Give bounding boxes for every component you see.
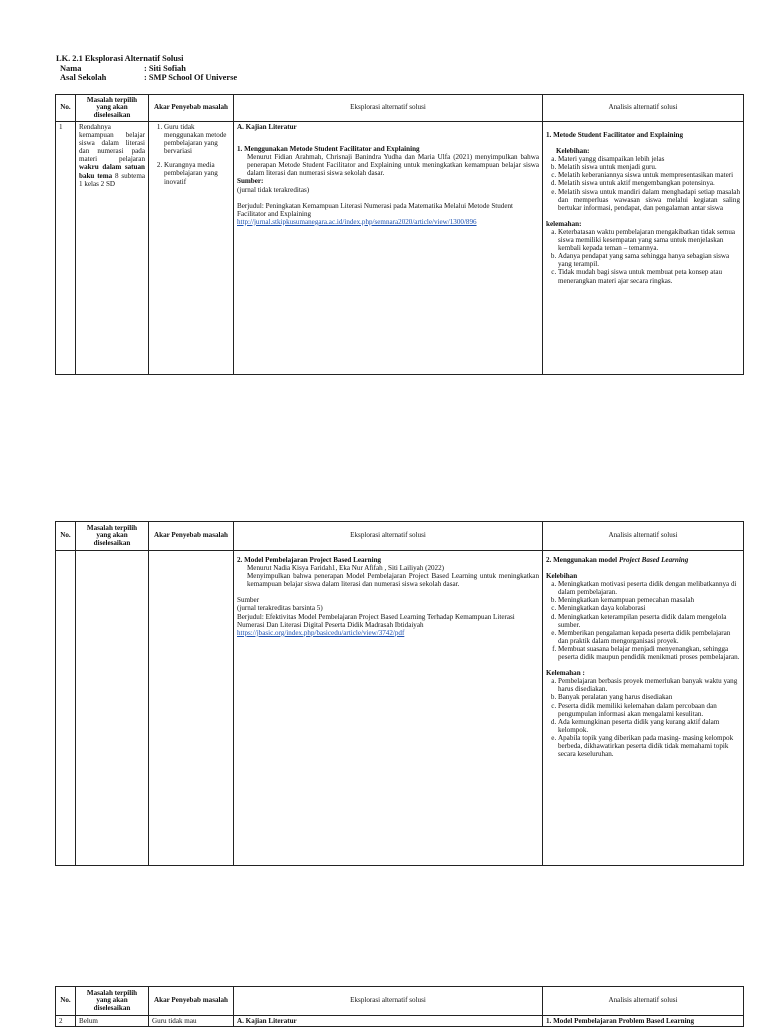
akar-list — [152, 123, 230, 186]
kelebihan-label: Kelebihan: — [556, 147, 590, 156]
list-item: c. Melatih keberaniannya siswa untuk mempresentasikan materi — [558, 171, 740, 179]
list-item: c. Tidak mudah bagi siswa untuk membuat peta konsep atau menerangkan materi ajar secara ringkas. — [558, 268, 740, 284]
analisis-cell — [543, 122, 744, 375]
list-item: b. Adanya pendapat yang sama sehingga hanya sebagian siswa yang terampil. — [558, 252, 740, 268]
col-masalah: Masalah terpilih yang akan diselesaikan — [76, 95, 149, 122]
table-header-row — [56, 987, 744, 1016]
col-akar: Akar Penyebab masalah — [149, 95, 234, 122]
masalah-cell — [76, 122, 149, 375]
exploration-table-2 — [55, 521, 744, 866]
masalah-tail: 8 subtema 1 kelas 2 SD — [79, 171, 146, 188]
kelemahan-list — [546, 228, 740, 285]
col-no: No. — [56, 522, 76, 551]
list-item: 1. Guru tidak menggunakan metode pembelajaran yang bervariasi — [164, 123, 230, 155]
solution-body: Menyimpulkan bahwa penerapan Model Pembelajaran Project Based Learning untuk meningkatkan kemampuan belajar siswa dalam literasi dan numerasi siswa sekolah dasar. — [247, 572, 539, 589]
solution-authors: Menurut Nadia Kisya Faridah1, Eka Nur Afifah , Siti Lailiyah (2022) — [247, 564, 445, 573]
col-no: No. — [56, 95, 76, 122]
analysis-title-prefix: 2. Menggunakan model — [546, 556, 618, 564]
masalah-bold: wakru dalam satuan baku tema — [79, 163, 145, 180]
eksplorasi-cell — [234, 122, 543, 375]
row-no — [56, 551, 76, 866]
list-item: c. Peserta didik memiliki kelemahan dalam percobaan dan pengumpulan informasi akan mengalami kesulitan. — [558, 702, 740, 718]
list-item: d. Ada kemungkinan peserta didik yang kurang aktif dalam kelompok. — [558, 718, 740, 734]
col-analisis: Analisis alternatif solusi — [543, 95, 744, 122]
document-header — [56, 54, 237, 83]
col-eksplorasi: Eksplorasi alternatif solusi — [234, 95, 543, 122]
akar-cell — [149, 551, 234, 866]
masalah-cell: Belum — [76, 1016, 149, 1027]
journal-title: Berjudul: Efektivitas Model Pembelajaran Project Based Learning Terhadap Kemampuan Literasi Numerasi Dan Literasi Digital Peserta Didik Madrasah Ibtidaiyah — [237, 612, 515, 629]
name-row — [56, 64, 237, 74]
row-no: 1 — [56, 122, 76, 375]
list-item: b. Meningkatkan kemampuan pemecahan masalah — [558, 596, 740, 604]
list-item: c. Meningkatkan daya kolaborasi — [558, 604, 740, 612]
kelebihan-list — [546, 580, 740, 661]
list-item: f. Membuat suasana belajar menjadi menyenangkan, sehingga peserta didik maupun pendidik menikmati proses pembelajaran. — [558, 645, 740, 661]
journal-status: (jurnal terakreditas barsinta 5) — [237, 604, 323, 613]
eksplorasi-cell: A. Kajian Literatur — [234, 1016, 543, 1027]
school-row — [56, 73, 237, 83]
analysis-title: 1. Metode Student Facilitator and Explaining — [546, 131, 684, 139]
list-item: b. Melatih siswa untuk menjadi guru. — [558, 163, 740, 171]
kelebihan-list — [546, 155, 740, 212]
journal-link[interactable]: https://jbasic.org/index.php/basicedu/article/view/3742/pdf — [237, 628, 405, 637]
analysis-title — [546, 556, 740, 564]
col-analisis: Analisis alternatif solusi — [543, 987, 744, 1016]
table-header-row — [56, 522, 744, 551]
kelemahan-label: Kelemahan : — [546, 669, 585, 678]
exploration-table-3 — [55, 986, 744, 1027]
table-header-row — [56, 95, 744, 122]
row-no: 2 — [56, 1016, 76, 1027]
list-item: b. Banyak peralatan yang harus disediakan — [558, 693, 740, 701]
table-row — [56, 551, 744, 866]
school-label: Asal Sekolah — [60, 73, 107, 83]
masalah-cell — [76, 551, 149, 866]
kelebihan-label: Kelebihan — [546, 572, 578, 581]
list-item: a. Pembelajaran berbasis proyek memerlukan banyak waktu yang harus disediakan. — [558, 677, 740, 693]
school-value: : SMP School Of Universe — [144, 73, 238, 83]
col-eksplorasi: Eksplorasi alternatif solusi — [234, 987, 543, 1016]
analysis-title-italic: Project Based Learning — [618, 556, 689, 564]
col-masalah: Masalah terpilih yang akan diselesaikan — [76, 522, 149, 551]
sumber-label: Sumber — [237, 596, 260, 605]
solution-body: Menurut Fidian Arahmah, Chrisnaji Banindra Yudha dan Maria Ulfa (2021) menyimpulkan bahwa penerapan Metode Student Facilitator and Explaining untuk meningkatkan kemampuan belajar siswa dalam literasi dan numerasi siswa sekolah dasar. — [247, 153, 539, 178]
analisis-cell — [543, 551, 744, 866]
masalah-text: Rendahnya kemampuan belajar siswa dalam literasi dan numerasi pada materi pelajaran — [79, 123, 145, 164]
akar-cell: Guru tidak mau — [149, 1016, 234, 1027]
col-masalah: Masalah terpilih yang akan diselesaikan — [76, 987, 149, 1016]
list-item: a. Keterbatasan waktu pembelajaran mengakibatkan tidak semua siswa memiliki kesempatan yang sama untuk menjelaskan kembali kepada teman – temannya. — [558, 228, 740, 252]
col-analisis: Analisis alternatif solusi — [543, 522, 744, 551]
exploration-table-1 — [55, 94, 744, 375]
list-item: a. Meningkatkan motivasi peserta didik dengan melibatkannya di dalam pembelajaran. — [558, 580, 740, 596]
table-row — [56, 122, 744, 375]
document-title: LK. 2.1 Eksplorasi Alternatif Solusi — [56, 54, 184, 63]
table-row — [56, 1016, 744, 1027]
journal-status: (jurnal tidak terakreditas) — [237, 185, 310, 194]
solution-title: 2. Model Pembelajaran Project Based Learning — [237, 556, 382, 564]
list-item: e. Melatih siswa untuk mandiri dalam menghadapi setiap masalah dan memperluas wawasan siswa melalui kegiatan saling bertukar informasi, pendapat, dan pengalaman antar siswa — [558, 188, 740, 212]
sumber-label: Sumber: — [237, 177, 264, 186]
akar-cell — [149, 122, 234, 375]
col-eksplorasi: Eksplorasi alternatif solusi — [234, 522, 543, 551]
kelemahan-label: kelemahan: — [546, 219, 582, 228]
list-item: d. Melatih siswa untuk aktif mengembangkan potensinya. — [558, 179, 740, 187]
list-item: d. Meningkatkan keterampilan peserta didik dalam mengelola sumber. — [558, 613, 740, 629]
name-label: Nama — [60, 63, 82, 73]
list-item: e. Apabila topik yang diberikan pada masing- masing kelompok berbeda, dikhawatirkan peserta didik tidak memahami topik secara keseluruhan. — [558, 734, 740, 758]
journal-title: Berjudul: Peningkatan Kemampuan Literasi Numerasi pada Matematika Melalui Metode Student Facilitator and Explaining — [237, 201, 513, 218]
eksplorasi-cell — [234, 551, 543, 866]
list-item: 2. Kurangnya media pembelajaran yang inovatif — [164, 161, 230, 185]
kelemahan-list — [546, 677, 740, 758]
col-akar: Akar Penyebab masalah — [149, 522, 234, 551]
journal-link[interactable]: http://jurnal.stkipkusumanegara.ac.id/index.php/semnara2020/article/view/1300/896 — [237, 217, 477, 226]
analisis-cell: 1. Model Pembelajaran Problem Based Learning — [543, 1016, 744, 1027]
list-item: e. Memberikan pengalaman kepada peserta didik pembelajaran dan praktik dalam mengorganisasi proyek. — [558, 629, 740, 645]
col-akar: Akar Penyebab masalah — [149, 987, 234, 1016]
list-item: a. Materi yangg disampaikan lebih jelas — [558, 155, 740, 163]
col-no: No. — [56, 987, 76, 1016]
kajian-literatur-heading: A. Kajian Literatur — [237, 123, 297, 131]
name-value: : Siti Sofiah — [144, 63, 186, 73]
solution-title: 1. Menggunakan Metode Student Facilitator and Explaining — [237, 145, 420, 154]
